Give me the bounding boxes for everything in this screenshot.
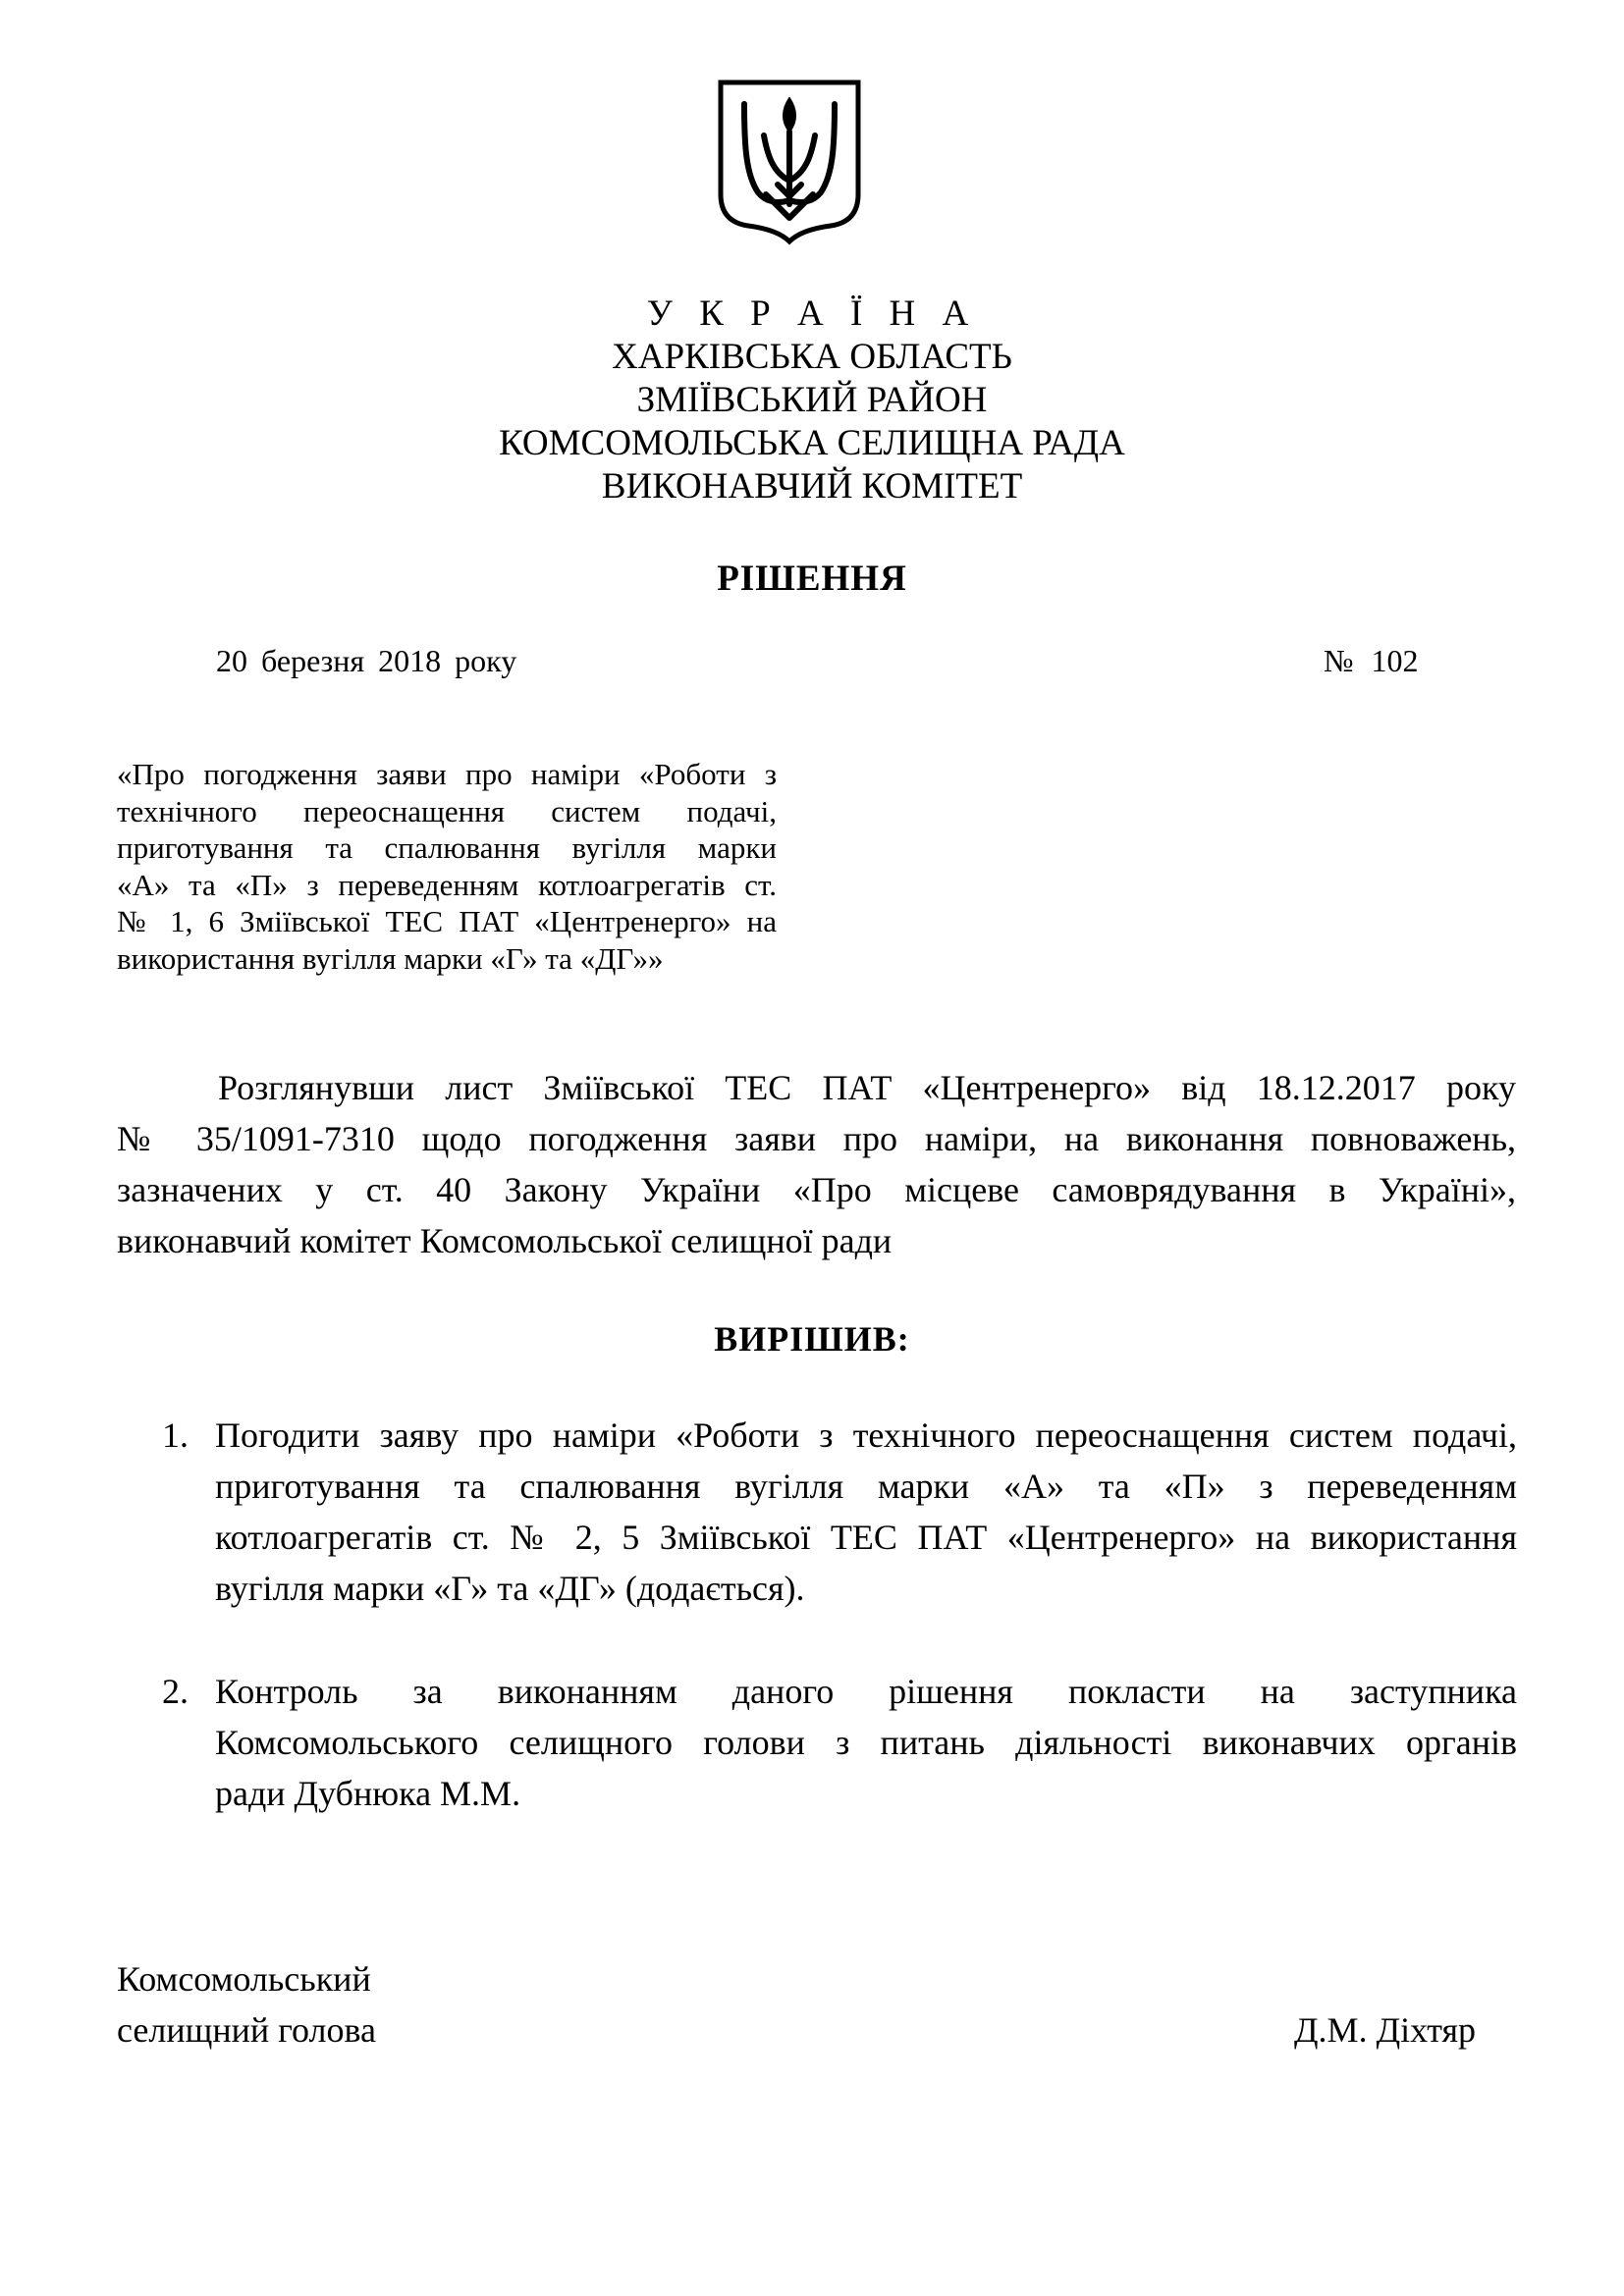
letterhead	[0, 293, 1624, 508]
decision-subject	[117, 756, 777, 977]
preamble-line: Розглянувши лист Зміївської ТЕС ПАТ «Центренерго» від 18.12.2017 року	[218, 1068, 1516, 1107]
subject-line: № 1, 6 Зміївської ТЕС ПАТ «Центренерго» на	[117, 904, 777, 938]
coat-of-arms-trident-icon	[717, 79, 862, 245]
preamble-line: виконавчий комітет Комсомольської селищної ради	[117, 1221, 893, 1260]
preamble-paragraph	[117, 1062, 1516, 1266]
item-number: 1.	[162, 1415, 189, 1455]
document-number: № 102	[1324, 643, 1419, 678]
signatory-position-line: селищний голова	[117, 2010, 377, 2050]
document-date: 20 березня 2018 року	[216, 643, 517, 678]
subject-line: «А» та «П» з переведенням котлоагрегатів ст.	[117, 867, 777, 902]
preamble-line: № 35/1091-7310 щодо погодження заяви про наміри, на виконання повноважень,	[117, 1119, 1516, 1158]
item-line: приготування та спалювання вугілля марки «А» та «П» з переведенням	[215, 1467, 1517, 1506]
subject-line: «Про погодження заяви про наміри «Роботи з	[117, 757, 777, 791]
committee-name: ВИКОНАВЧИЙ КОМІТЕТ	[601, 466, 1023, 507]
item-line: Комсомольського селищного голови з питань діяльності виконавчих органів	[215, 1723, 1517, 1762]
signatory-position-line: Комсомольський	[117, 1959, 371, 1999]
signatory-name: Д.М. Діхтяр	[1294, 2010, 1477, 2050]
item-number: 2.	[162, 1672, 189, 1711]
council-name: КОМСОМОЛЬСЬКА СЕЛИЩНА РАДА	[499, 423, 1125, 463]
item-line: ради Дубнюка М.М.	[215, 1774, 521, 1813]
region-name: ХАРКІВСЬКА ОБЛАСТЬ	[612, 337, 1012, 377]
item-line: Контроль за виконанням даного рішення покласти на заступника	[215, 1672, 1517, 1711]
subject-line: приготування та спалювання вугілля марки	[117, 830, 777, 865]
preamble-line: зазначених у ст. 40 Закону України «Про місцеве самоврядування в Україні»,	[117, 1170, 1516, 1209]
district-name: ЗМІЇВСЬКИЙ РАЙОН	[636, 380, 988, 420]
decision-heading: ВИРІШИВ:	[714, 1319, 910, 1359]
item-line: котлоагрегатів ст. № 2, 5 Зміївської ТЕС ПАТ «Центренерго» на використання	[215, 1518, 1517, 1557]
subject-line: технічного переоснащення систем подачі,	[117, 793, 777, 828]
item-text	[215, 1666, 1517, 1819]
signatory-position	[117, 1953, 376, 2056]
item-text	[215, 1410, 1517, 1614]
document-type-title: РІШЕННЯ	[717, 559, 907, 599]
item-line: Погодити заяву про наміри «Роботи з технічного переоснащення систем подачі,	[215, 1415, 1517, 1455]
subject-line: використання вугілля марки «Г» та «ДГ»»	[117, 940, 664, 976]
item-line: вугілля марки «Г» та «ДГ» (додається).	[215, 1569, 805, 1608]
country-name: У К Р А Ї Н А	[646, 294, 978, 334]
